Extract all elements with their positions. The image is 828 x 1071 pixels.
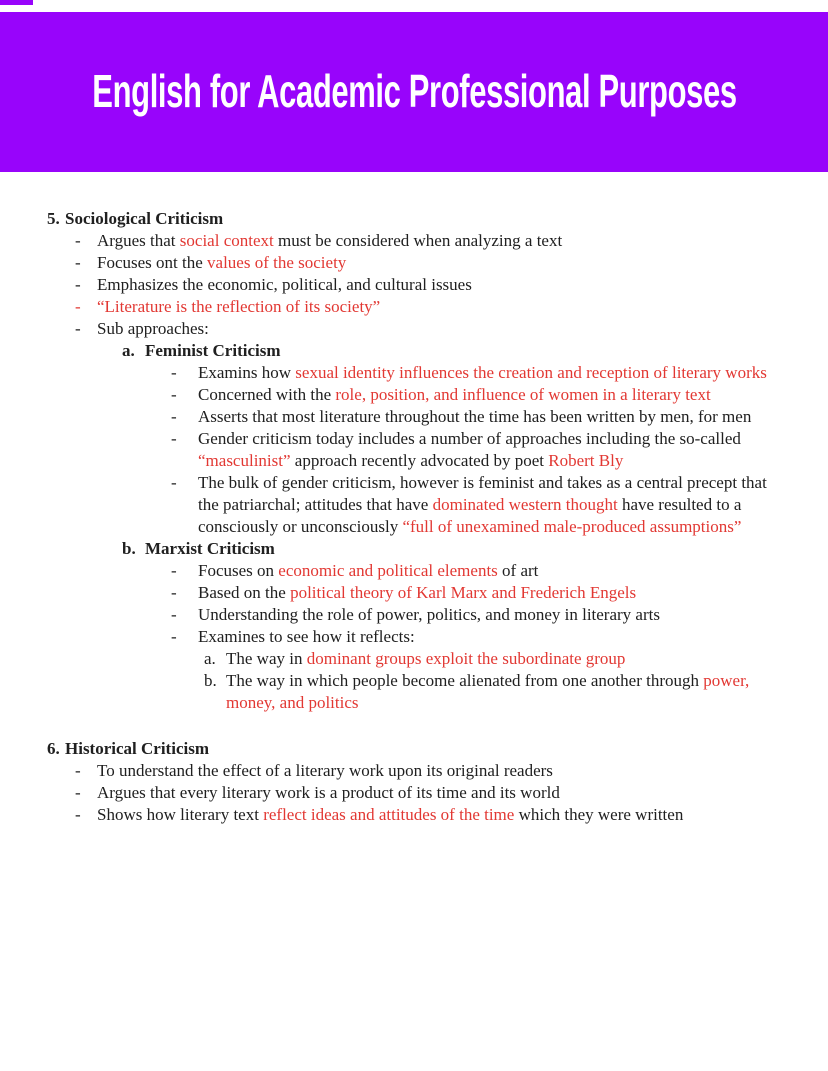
section-heading [0, 738, 828, 760]
list-item [0, 428, 828, 472]
list-item [0, 760, 828, 782]
list-marker: - [171, 473, 177, 492]
list-item [0, 384, 828, 406]
section-5 [0, 208, 828, 714]
list-marker: - [171, 407, 177, 426]
list-marker: - [171, 561, 177, 580]
list-item [0, 582, 828, 604]
list-item-text: Argues that social context must be considered when analyzing a text [97, 231, 563, 250]
list-item [0, 296, 828, 318]
list-marker: - [171, 583, 177, 602]
scan-artifact-mark [0, 0, 33, 5]
list-item-text: Emphasizes the economic, political, and cultural issues [97, 275, 472, 294]
list-item [0, 318, 828, 340]
list-item-text: To understand the effect of a literary work upon its original readers [97, 761, 553, 780]
list-item-text: Argues that every literary work is a product of its time and its world [97, 783, 560, 802]
list-marker: - [171, 385, 177, 404]
page-banner [0, 12, 828, 172]
list-item [0, 782, 828, 804]
list-item [0, 670, 828, 714]
list-item-text: Marxist Criticism [145, 539, 275, 558]
list-item [0, 560, 828, 582]
document-content [0, 172, 828, 826]
list-marker: - [171, 429, 177, 448]
list-marker: b. [122, 539, 136, 558]
list-item [0, 472, 828, 538]
list-item-text: Concerned with the role, position, and influence of women in a literary text [198, 385, 711, 404]
list-item-text: Understanding the role of power, politics, and money in literary arts [198, 605, 660, 624]
list-item [0, 804, 828, 826]
list-item [0, 538, 828, 560]
list-marker: - [75, 319, 81, 338]
list-item-text: The bulk of gender criticism, however is feminist and takes as a central precept that the patriarchal; attitudes that have dominated western thought have resulted to a consciously or unconsciously “full of unexamined male-produced assumptions” [198, 473, 767, 536]
list-marker: a. [122, 341, 135, 360]
list-item-text: Examines to see how it reflects: [198, 627, 415, 646]
section-6 [0, 738, 828, 826]
list-marker: - [75, 253, 81, 272]
list-item [0, 604, 828, 626]
list-marker: - [75, 231, 81, 250]
list-marker: - [75, 275, 81, 294]
section-title: Sociological Criticism [65, 209, 224, 228]
list-marker: - [75, 297, 81, 316]
list-item-text: “Literature is the reflection of its society” [97, 297, 381, 316]
list-item-text: Based on the political theory of Karl Marx and Frederich Engels [198, 583, 637, 602]
list-marker: - [171, 627, 177, 646]
list-marker: a. [204, 649, 216, 668]
list-item-text: Shows how literary text reflect ideas and attitudes of the time which they were written [97, 805, 684, 824]
section-title: Historical Criticism [65, 739, 209, 758]
list-item [0, 230, 828, 252]
list-item-text: Focuses ont the values of the society [97, 253, 347, 272]
list-item-text: Gender criticism today includes a number of approaches including the so-called “masculinist” approach recently advocated by poet Robert Bly [198, 429, 741, 470]
list-item-text: Feminist Criticism [145, 341, 281, 360]
list-item [0, 362, 828, 384]
list-marker: - [75, 783, 81, 802]
list-item-text: The way in dominant groups exploit the subordinate group [226, 649, 626, 668]
list-item [0, 274, 828, 296]
section-number: 5. [47, 209, 60, 228]
banner-title: English for Academic Professional Purposes [91, 65, 737, 118]
list-item [0, 626, 828, 648]
list-item-text: Focuses on economic and political elements of art [198, 561, 539, 580]
list-marker: b. [204, 671, 217, 690]
list-item [0, 648, 828, 670]
list-item-text: Examins how sexual identity influences the creation and reception of literary works [198, 363, 767, 382]
list-marker: - [171, 363, 177, 382]
list-item [0, 252, 828, 274]
section-number: 6. [47, 739, 60, 758]
list-marker: - [171, 605, 177, 624]
list-item-text: The way in which people become alienated from one another through power, money, and politics [226, 671, 750, 712]
list-item-text: Sub approaches: [97, 319, 209, 338]
list-item [0, 406, 828, 428]
list-item-text: Asserts that most literature throughout the time has been written by men, for men [198, 407, 752, 426]
list-marker: - [75, 805, 81, 824]
list-item [0, 340, 828, 362]
section-heading [0, 208, 828, 230]
list-marker: - [75, 761, 81, 780]
